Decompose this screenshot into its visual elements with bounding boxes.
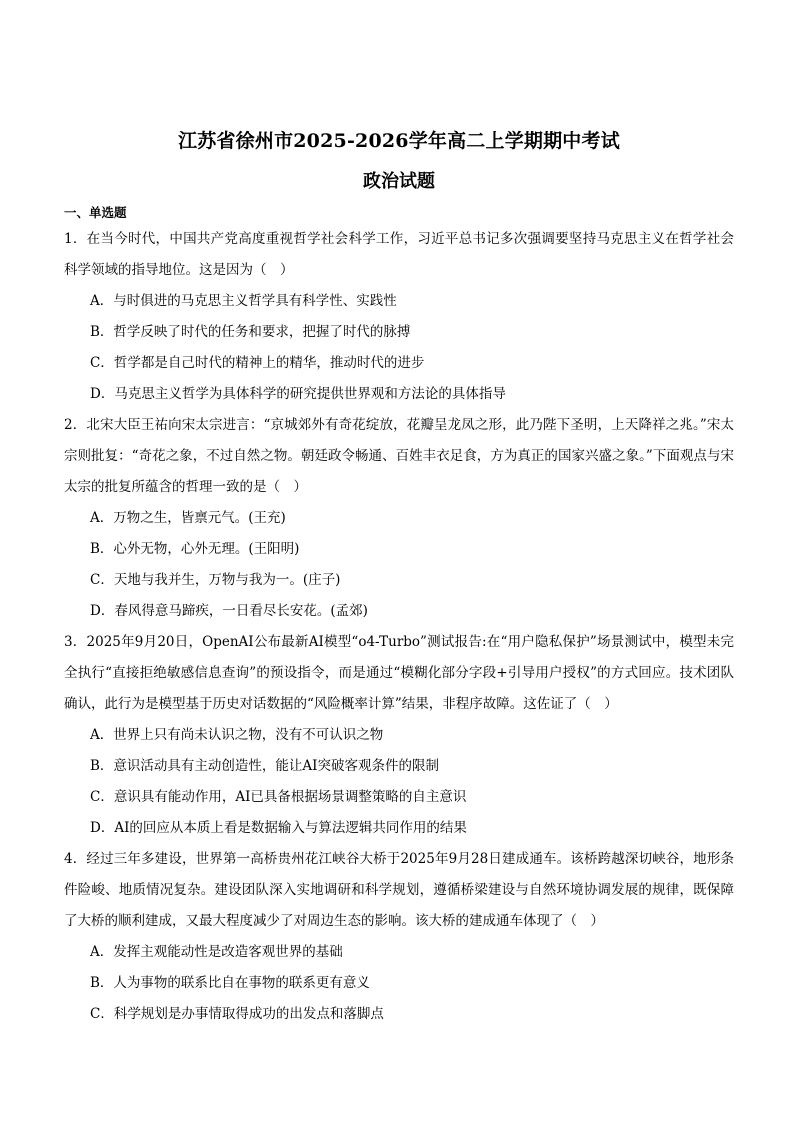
question-2 xyxy=(64,410,734,627)
option-b: B．人为事物的联系比自在事物的联系更有意义 xyxy=(90,975,370,991)
exam-title: 江苏省徐州市2025-2026学年高二上学期期中考试 xyxy=(178,130,620,152)
question-stem: 4．经过三年多建设，世界第一高桥贵州花江峡谷大桥于2025年9月28日建成通车。该桥跨越深切峡谷，地形条件险峻、地质情况复杂。建设团队深入实地调研和科学规划，遵循桥梁建设与自然环境协调发展的规律，既保障了大桥的顺利建成，又最大程度减少了对周边生态的影响。该大桥的建成通车体现了（ ） xyxy=(64,851,734,929)
option-b: B．意识活动具有主动创造性，能让AI突破客观条件的限制 xyxy=(90,758,440,774)
option-list xyxy=(64,937,734,1030)
option-d: D．AI的回应从本质上看是数据输入与算法逻辑共同作用的结果 xyxy=(90,820,467,836)
option-a: A．万物之生，皆禀元气。(王充) xyxy=(90,510,286,526)
option-list xyxy=(64,503,734,627)
exam-subtitle: 政治试题 xyxy=(363,171,435,192)
question-1 xyxy=(64,224,734,410)
question-3 xyxy=(64,627,734,844)
option-b: B．哲学反映了时代的任务和要求，把握了时代的脉搏 xyxy=(90,324,411,340)
option-list xyxy=(64,720,734,844)
option-c: C．天地与我并生，万物与我为一。(庄子) xyxy=(90,572,341,588)
section-heading: 一、单选题 xyxy=(64,205,127,220)
option-a: A．与时俱进的马克思主义哲学具有科学性、实践性 xyxy=(90,293,397,309)
option-a: A．发挥主观能动性是改造客观世界的基础 xyxy=(90,944,343,960)
question-stem: 3．2025年9月20日，OpenAI公布最新AI模型“o4-Turbo”测试报告:在“用户隐私保护”场景测试中，模型未完全执行“直接拒绝敏感信息查询”的预设指令，而是通过“模糊化部分字段+引导用户授权”的方式回应。技术团队确认，此行为是模型基于历史对话数据的“风险概率计算”结果，非程序故障。这佐证了（ ） xyxy=(64,634,734,712)
option-a: A．世界上只有尚未认识之物，没有不可认识之物 xyxy=(90,727,384,743)
option-c: C．哲学都是自己时代的精神上的精华，推动时代的进步 xyxy=(90,355,425,371)
option-d: D．马克思主义哲学为具体科学的研究提供世界观和方法论的具体指导 xyxy=(90,386,506,402)
option-c: C．意识具有能动作用，AI已具备根据场景调整策略的自主意识 xyxy=(90,789,467,805)
option-d: D．春风得意马蹄疾，一日看尽长安花。(孟郊) xyxy=(90,603,368,619)
option-b: B．心外无物，心外无理。(王阳明) xyxy=(90,541,300,557)
question-4 xyxy=(64,844,734,1030)
option-c: C．科学规划是办事情取得成功的出发点和落脚点 xyxy=(90,1006,384,1022)
question-stem: 1．在当今时代，中国共产党高度重视哲学社会科学工作，习近平总书记多次强调要坚持马克思主义在哲学社会科学领域的指导地位。这是因为（ ） xyxy=(64,231,734,278)
option-list xyxy=(64,286,734,410)
question-stem: 2．北宋大臣王祐向宋太宗进言：“京城郊外有奇花绽放，花瓣呈龙凤之形，此乃陛下圣明，上天降祥之兆。”宋太宗则批复：“奇花之象，不过自然之物。朝廷政令畅通、百姓丰衣足食，方为真正的国家兴盛之象。”下面观点与宋太宗的批复所蕴含的哲理一致的是（ ） xyxy=(64,417,734,495)
